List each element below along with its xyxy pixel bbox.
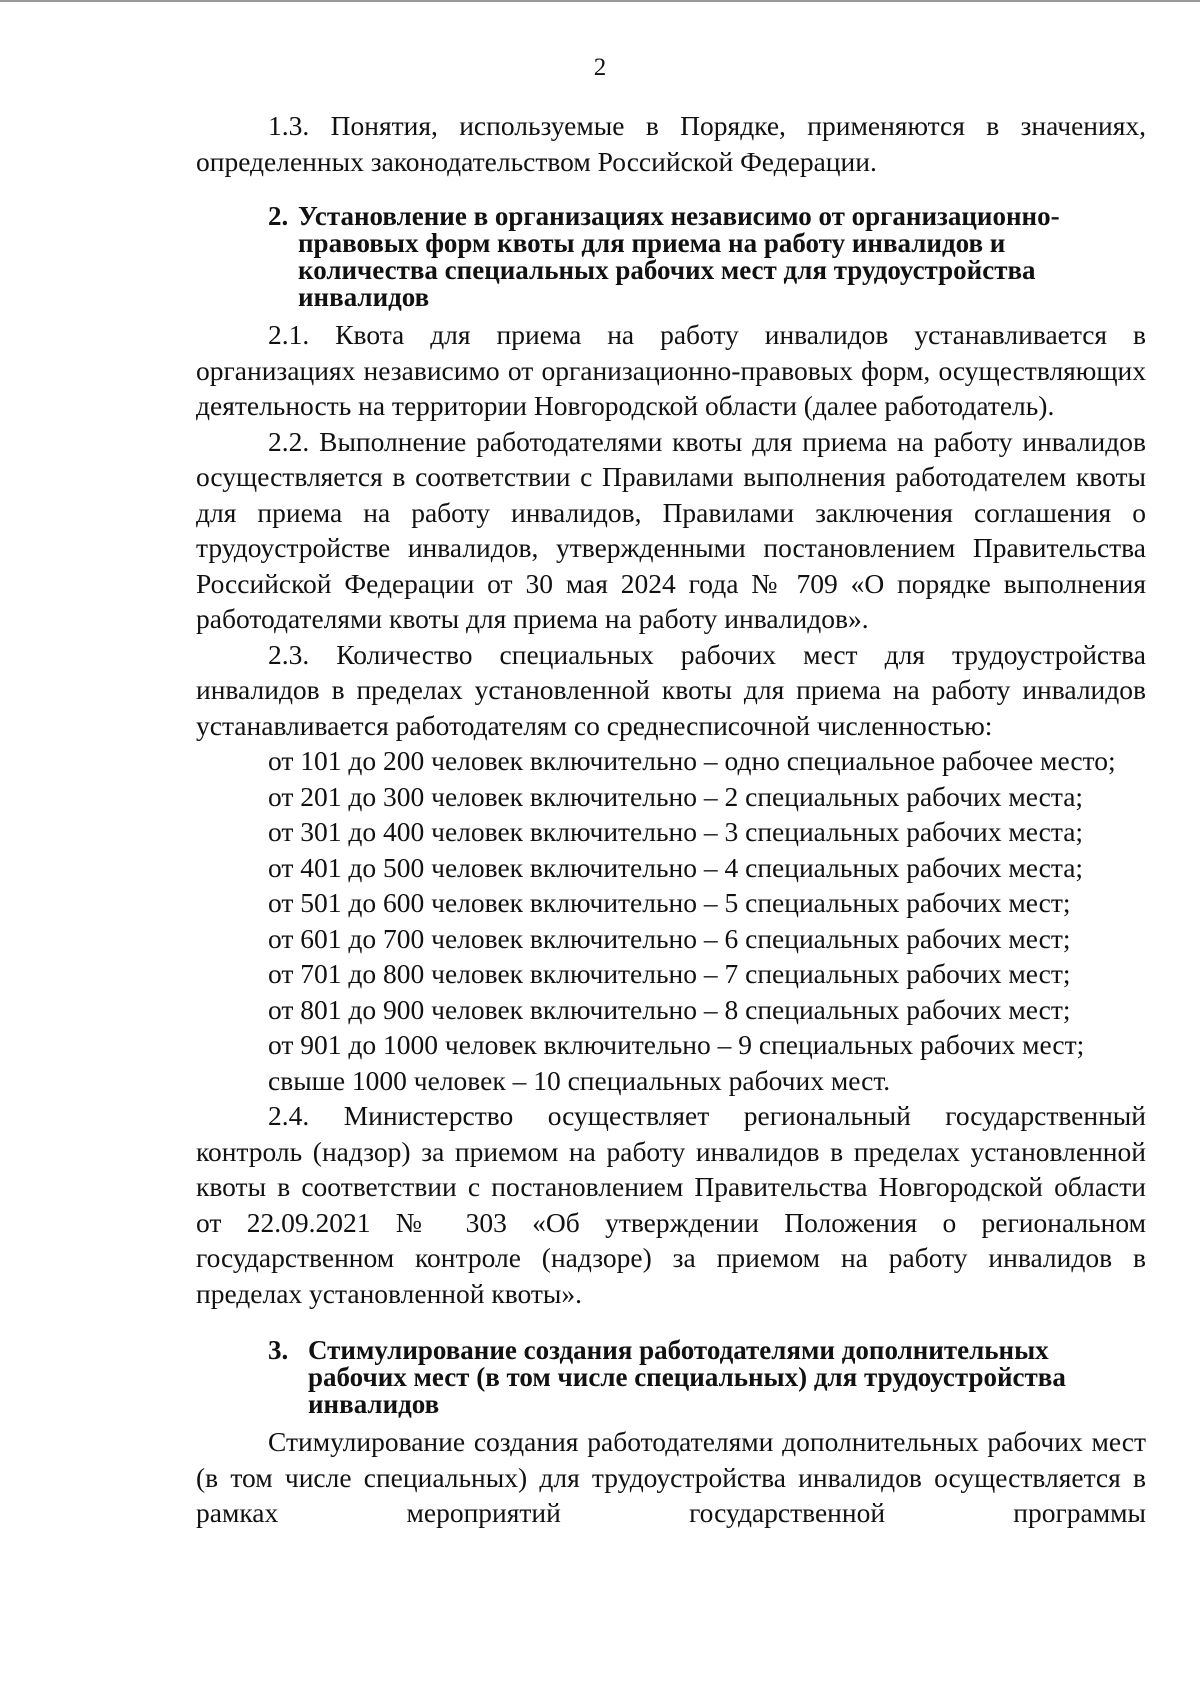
paragraph-2-3: 2.3. Количество специальных рабочих мест для трудоустройства инвалидов в пределах установленной квоты для приема на работу инвалидов устанавливается работодателям со среднесписочной численностью: bbox=[196, 638, 1146, 741]
section-3-heading bbox=[196, 1337, 1146, 1418]
section-2-number: 2. bbox=[268, 201, 289, 231]
paragraph-2-1: 2.1. Квота для приема на работу инвалидов устанавливается в организациях независимо от организационно-правовых форм, осуществляющих деятельность на территории Новгородской области (далее работодатель). bbox=[196, 319, 1146, 421]
section-2-heading bbox=[196, 203, 1146, 311]
list-item: от 501 до 600 человек включительно – 5 специальных рабочих мест; bbox=[268, 887, 1071, 918]
document-body bbox=[196, 108, 1146, 1531]
section-3-number: 3. bbox=[268, 1335, 289, 1365]
list-item: от 301 до 400 человек включительно – 3 специальных рабочих места; bbox=[268, 816, 1084, 847]
list-item: свыше 1000 человек – 10 специальных рабочих мест. bbox=[268, 1064, 891, 1096]
section-3-title: Стимулирование создания работодателями дополнительных рабочих мест (в том числе специальных) для трудоустройства инвалидов bbox=[308, 1335, 1066, 1419]
page-top-border bbox=[0, 0, 1200, 2]
section-2-title: Установление в организациях независимо от организационно-правовых форм квоты для приема на работу инвалидов и количества специальных рабочих мест для трудоустройства инвалидов bbox=[298, 201, 1060, 312]
paragraph-1-3: 1.3. Понятия, используемые в Порядке, применяются в значениях, определенных законодательством Российской Федерации. bbox=[196, 110, 1146, 177]
paragraph-2-2: 2.2. Выполнение работодателями квоты для приема на работу инвалидов осуществляется в соответствии с Правилами выполнения работодателем квоты для приема на работу инвалидов, Правилами заключения соглашения о трудоустройстве инвалидов, утвержденными постановлением Правительства Российской Федерации от 30 мая 2024 года № 709 «О порядке выполнения работодателями квоты для приема на работу инвалидов». bbox=[196, 425, 1146, 634]
list-item: от 401 до 500 человек включительно – 4 специальных рабочих места; bbox=[268, 851, 1084, 883]
list-item: от 801 до 900 человек включительно – 8 специальных рабочих мест; bbox=[268, 993, 1071, 1025]
list-item: от 201 до 300 человек включительно – 2 специальных рабочих места; bbox=[268, 780, 1084, 812]
paragraph-3: Стимулирование создания работодателями дополнительных рабочих мест (в том числе специальных) для трудоустройства инвалидов осуществляется в рамках мероприятий государственной программы bbox=[196, 1426, 1146, 1528]
list-item: от 601 до 700 человек включительно – 6 специальных рабочих мест; bbox=[268, 922, 1071, 954]
quota-list bbox=[196, 743, 1146, 1098]
page-number: 2 bbox=[593, 54, 607, 81]
list-item: от 701 до 800 человек включительно – 7 специальных рабочих мест; bbox=[268, 958, 1071, 989]
list-item: от 901 до 1000 человек включительно – 9 специальных рабочих мест; bbox=[268, 1029, 1085, 1060]
paragraph-2-4: 2.4. Министерство осуществляет региональный государственный контроль (надзор) за приемом на работу инвалидов в пределах установленной квоты в соответствии с постановлением Правительства Новгородской области от 22.09.2021 № 303 «Об утверждении Положения о региональном государственном контроле (надзоре) за приемом на работу инвалидов в пределах установленной квоты». bbox=[196, 1100, 1146, 1309]
list-item: от 101 до 200 человек включительно – одно специальное рабочее место; bbox=[268, 745, 1116, 776]
